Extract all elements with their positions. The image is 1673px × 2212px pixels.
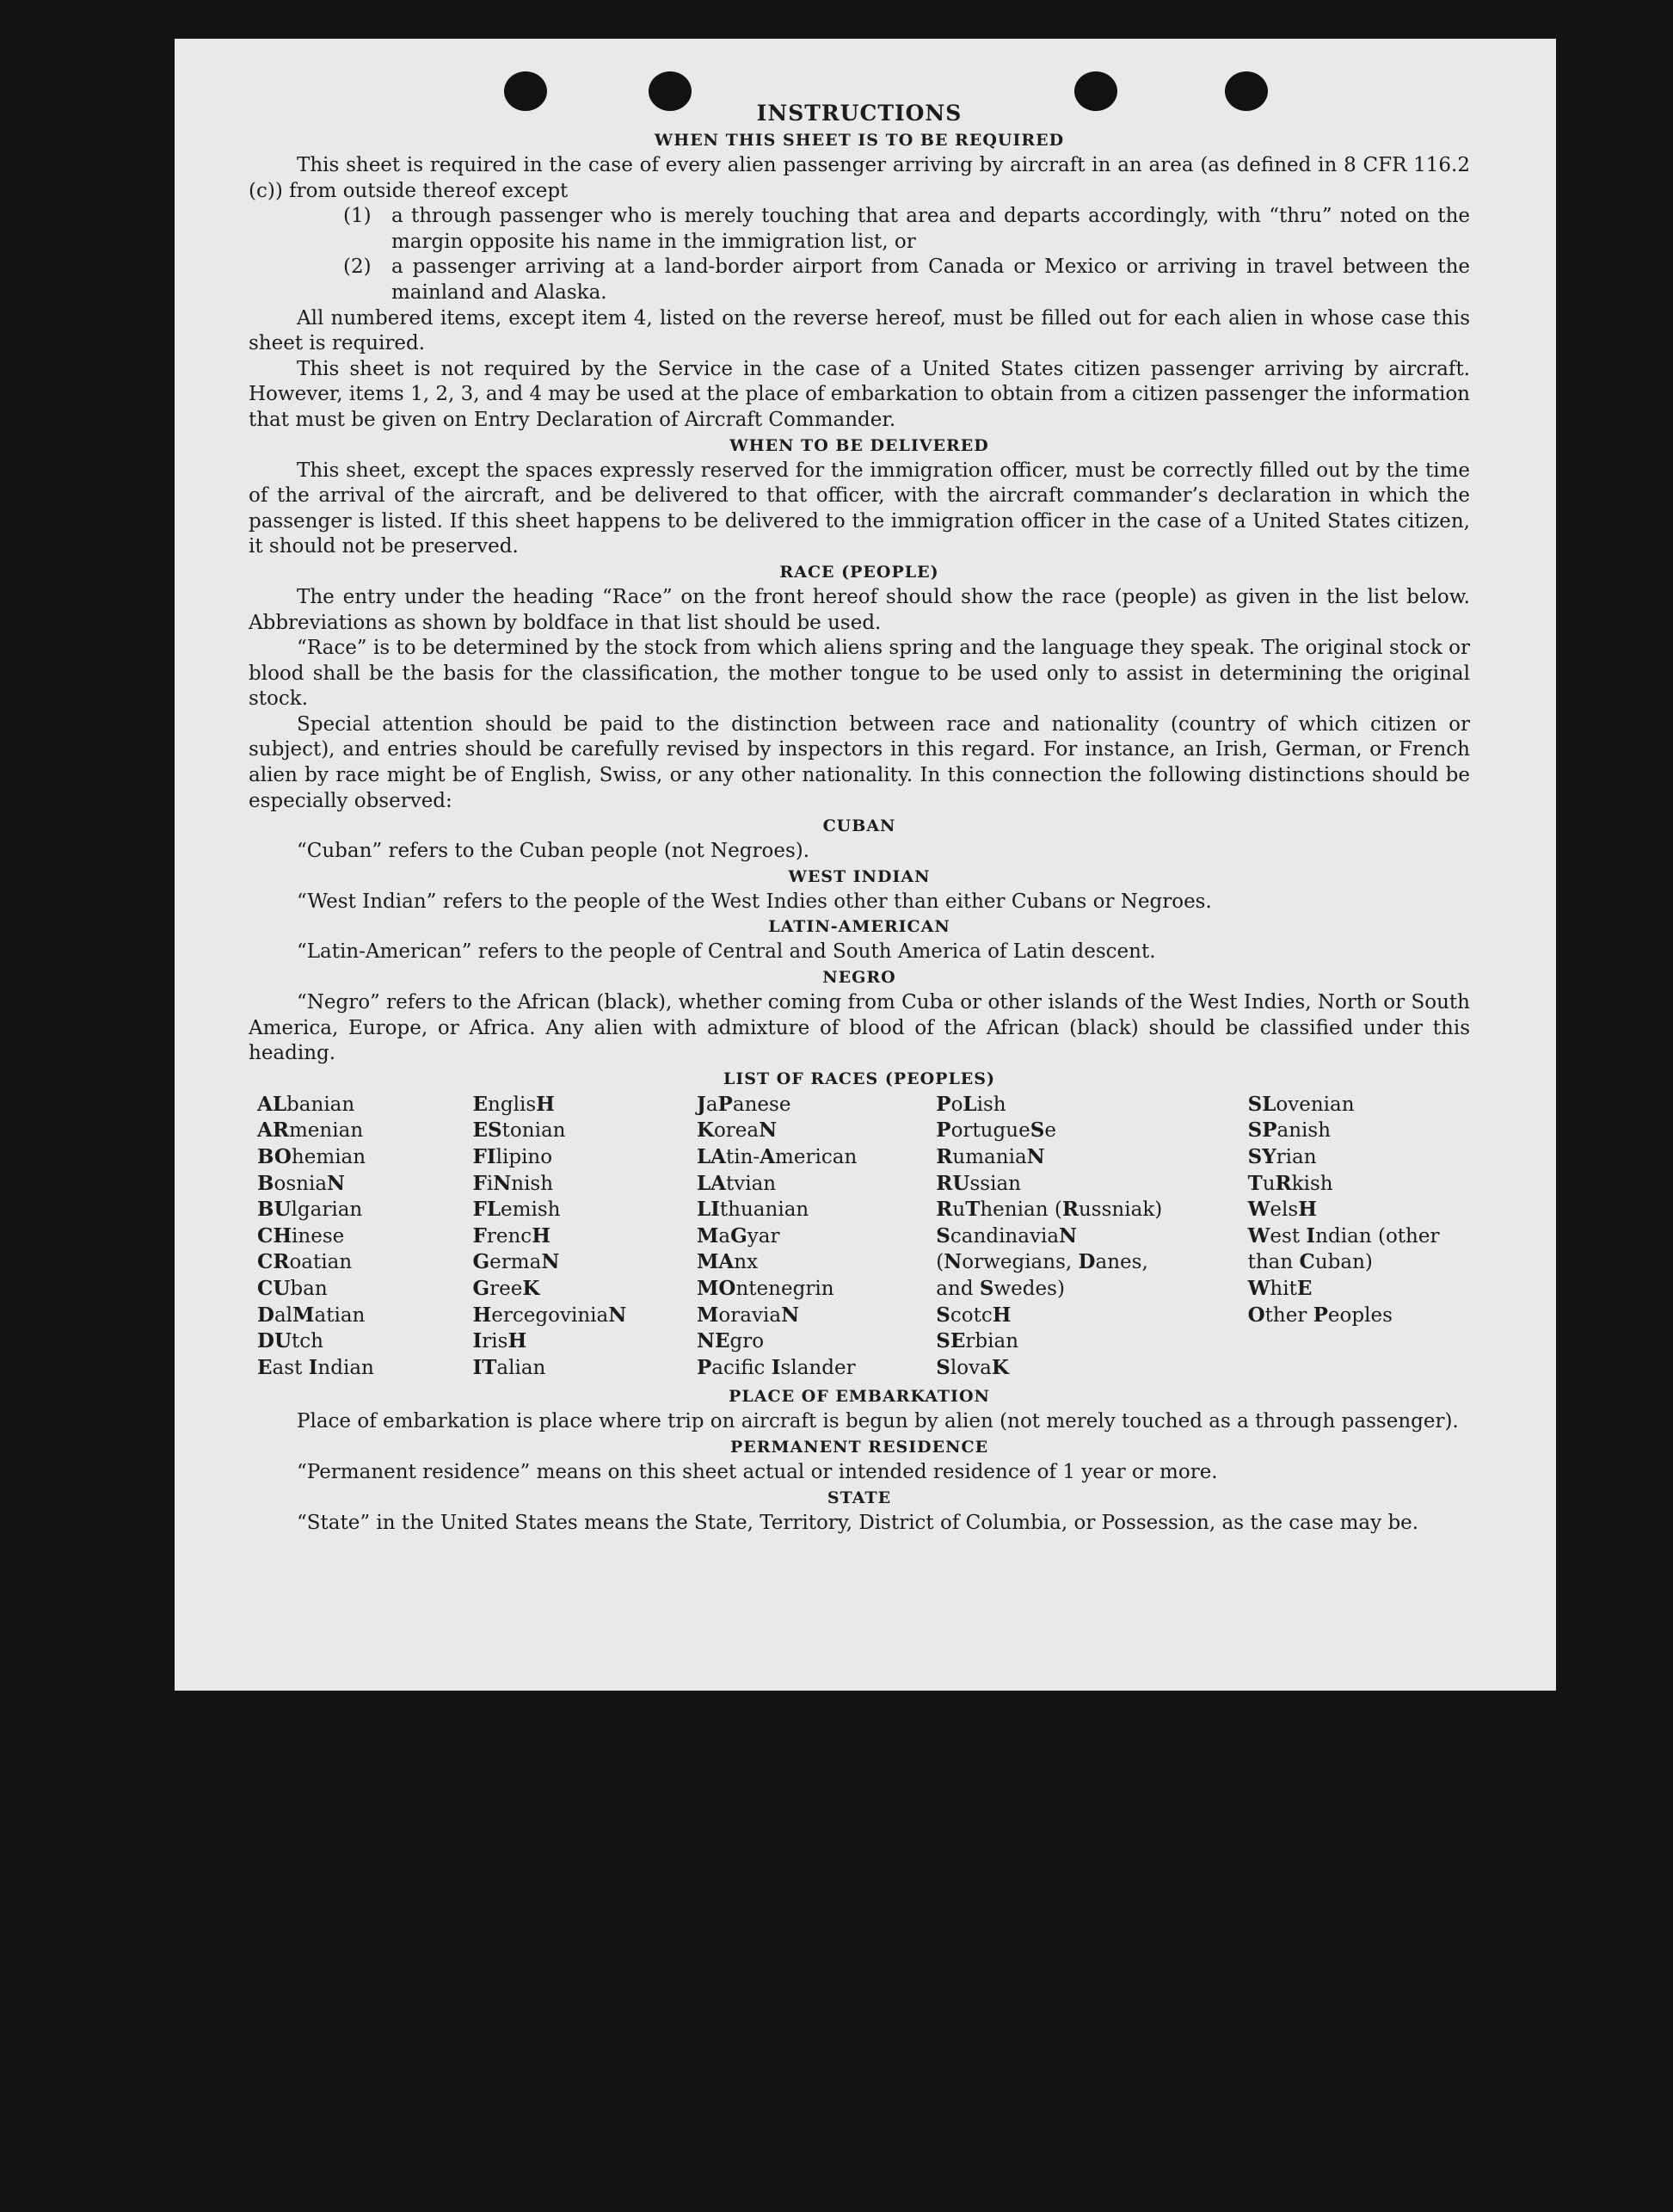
race-item: SErbian <box>936 1329 1019 1353</box>
instruction-sheet <box>175 39 1556 1691</box>
race-column <box>257 1092 473 1382</box>
race-item: CRoatian <box>257 1250 353 1274</box>
race-item: FLemish <box>472 1198 561 1222</box>
paragraph: This sheet, except the spaces expressly reserved for the immigration officer, must be correctly filled out by the time of the arrival of the aircraft, and be delivered to that officer, with the aircraft commander’s declaration in which the passenger is listed. If this sheet happens to be delivered to the immigration officer in the case of a United States citizen, it should not be preserved. <box>249 459 1470 558</box>
race-item: ITalian <box>472 1355 546 1379</box>
punch-hole <box>504 71 547 111</box>
race-item: IrisH <box>472 1329 527 1353</box>
race-item: MaGyar <box>696 1223 780 1248</box>
list-item: (2) a passenger arriving at a land-border airport from Canada or Mexico or arriving in travel between the mainland and Alaska. <box>343 256 1470 304</box>
race-item: LAtin-American <box>696 1145 858 1168</box>
section-heading: RACE (PEOPLE) <box>779 562 939 582</box>
section-heading: NEGRO <box>822 968 896 988</box>
race-item: LIthuanian <box>696 1198 809 1222</box>
race-item: NEgro <box>696 1329 765 1353</box>
race-item: PortugueSe <box>936 1118 1056 1143</box>
paragraph: “Cuban” refers to the Cuban people (not Negroes). <box>297 840 810 863</box>
paragraph: This sheet is not required by the Service in the case of a United States citizen passenger arriving by aircraft. However, items 1, 2, 3, and 4 may be used at the place of embarkation to obtain from a citizen passenger the information that must be given on Entry Declaration of Aircraft Commander. <box>249 357 1470 431</box>
race-item: LAtvian <box>696 1171 777 1195</box>
race-column <box>1248 1092 1470 1382</box>
section-heading: CUBAN <box>822 816 896 836</box>
race-column <box>936 1092 1180 1382</box>
race-item: West Indian (other than Cuban) <box>1247 1223 1440 1274</box>
race-column <box>697 1092 936 1382</box>
section-heading: WEST INDIAN <box>788 866 931 886</box>
section-heading: STATE <box>827 1488 892 1507</box>
page-title: INSTRUCTIONS <box>756 101 963 126</box>
paragraph: “West Indian” refers to the people of the West Indies other than either Cubans or Negroes. <box>297 890 1212 913</box>
section-heading: PERMANENT RESIDENCE <box>729 1437 989 1457</box>
race-item: BOhemian <box>257 1145 366 1168</box>
section-heading: WHEN TO BE DELIVERED <box>729 435 989 455</box>
race-item: DalMatian <box>257 1303 366 1327</box>
race-item: SPanish <box>1247 1118 1332 1143</box>
paragraph: “Latin-American” refers to the people of Central and South America of Latin descent. <box>297 940 1156 964</box>
race-item: SlovaK <box>936 1355 1009 1379</box>
race-item: KoreaN <box>696 1118 778 1143</box>
race-item: SLovenian <box>1247 1092 1355 1116</box>
race-item: East Indian <box>257 1355 374 1379</box>
race-item: MoraviaN <box>696 1303 800 1327</box>
race-item: EStonian <box>472 1118 566 1143</box>
paragraph: All numbered items, except item 4, listed on the reverse hereof, must be filled out for each alien in whose case this sheet is required. <box>249 306 1470 355</box>
section-heading: LATIN-AMERICAN <box>768 917 950 937</box>
race-item: JaPanese <box>696 1092 791 1116</box>
race-item: DUtch <box>257 1329 323 1353</box>
race-list <box>257 1092 1470 1382</box>
race-item: FiNnish <box>472 1171 554 1195</box>
race-item: FIlipino <box>472 1145 553 1168</box>
punch-hole <box>1225 71 1268 111</box>
race-item: WelsH <box>1247 1198 1317 1222</box>
race-item: CHinese <box>257 1223 345 1248</box>
race-item: RumaniaN <box>936 1145 1045 1168</box>
race-item: ScotcH <box>936 1303 1012 1327</box>
race-column <box>473 1092 697 1382</box>
race-item: GreeK <box>472 1276 540 1300</box>
race-item: WhitE <box>1247 1276 1313 1300</box>
race-item: TuRkish <box>1247 1171 1333 1195</box>
paragraph: Place of embarkation is place where trip on aircraft is begun by alien (not merely touched as a through passenger). <box>297 1410 1459 1433</box>
race-item: MAnx <box>696 1250 759 1274</box>
race-item: EnglisH <box>472 1092 555 1116</box>
paragraph: “Negro” refers to the African (black), whether coming from Cuba or other islands of the West Indies, North or South America, Europe, or Africa. Any alien with admixture of blood of the African (black) should be classified under this heading. <box>249 991 1470 1065</box>
paragraph: “Permanent residence” means on this sheet actual or intended residence of 1 year or more. <box>297 1460 1218 1483</box>
race-item: MOntenegrin <box>696 1276 834 1300</box>
paragraph: The entry under the heading “Race” on the front hereof should show the race (people) as given in the list below. Abbreviations as shown by boldface in that list should be used. <box>249 585 1470 634</box>
race-item: FrencH <box>472 1223 550 1248</box>
race-item: RUssian <box>936 1171 1021 1195</box>
paragraph: “Race” is to be determined by the stock from which aliens spring and the language they speak. The original stock or blood shall be the basis for the classification, the mother tongue to be used only to assist in determining the original stock. <box>249 637 1470 711</box>
race-item: ALbanian <box>257 1092 355 1116</box>
race-item: BosniaN <box>257 1171 346 1195</box>
race-item: CUban <box>257 1276 328 1300</box>
race-item: BUlgarian <box>257 1198 363 1222</box>
section-heading: LIST OF RACES (PEOPLES) <box>723 1069 995 1088</box>
section-heading: PLACE OF EMBARKATION <box>729 1387 990 1407</box>
paragraph: Special attention should be paid to the distinction between race and nationality (country of which citizen or subject), and entries should be carefully revised by inspectors in this regard. For instance, an Irish, German, or French alien by race might be of English, Swiss, or any other nationality. In this connection the following distinctions should be especially observed: <box>249 712 1470 812</box>
punch-hole <box>649 71 692 111</box>
paragraph: This sheet is required in the case of every alien passenger arriving by aircraft in an area (as defined in 8 CFR 116.2 (c)) from outside thereof except <box>249 154 1470 202</box>
race-item: SYrian <box>1247 1145 1317 1168</box>
race-item: Pacifc Islander <box>696 1355 856 1379</box>
race-item: PoLish <box>936 1092 1006 1116</box>
paragraph: “State” in the United States means the State, Territory, District of Columbia, or Possession, as the case may be. <box>297 1511 1419 1534</box>
race-item: ARmenian <box>257 1118 364 1143</box>
list-item: (1) a through passenger who is merely touching that area and departs accordingly, with “thru” noted on the margin opposite his name in the immigration list, or <box>343 205 1470 253</box>
race-item: ScandinaviaN (Norwegians, Danes, and Swedes) <box>936 1223 1148 1300</box>
exception-list <box>249 204 1470 305</box>
race-item: HercegoviniaN <box>472 1303 627 1327</box>
punch-hole <box>1074 71 1117 111</box>
section-heading: WHEN THIS SHEET IS TO BE REQUIRED <box>654 131 1065 150</box>
race-item: RuThenian (Russniak) <box>936 1198 1163 1222</box>
race-item: GermaN <box>472 1250 560 1274</box>
race-item: Other Peoples <box>1247 1303 1393 1327</box>
